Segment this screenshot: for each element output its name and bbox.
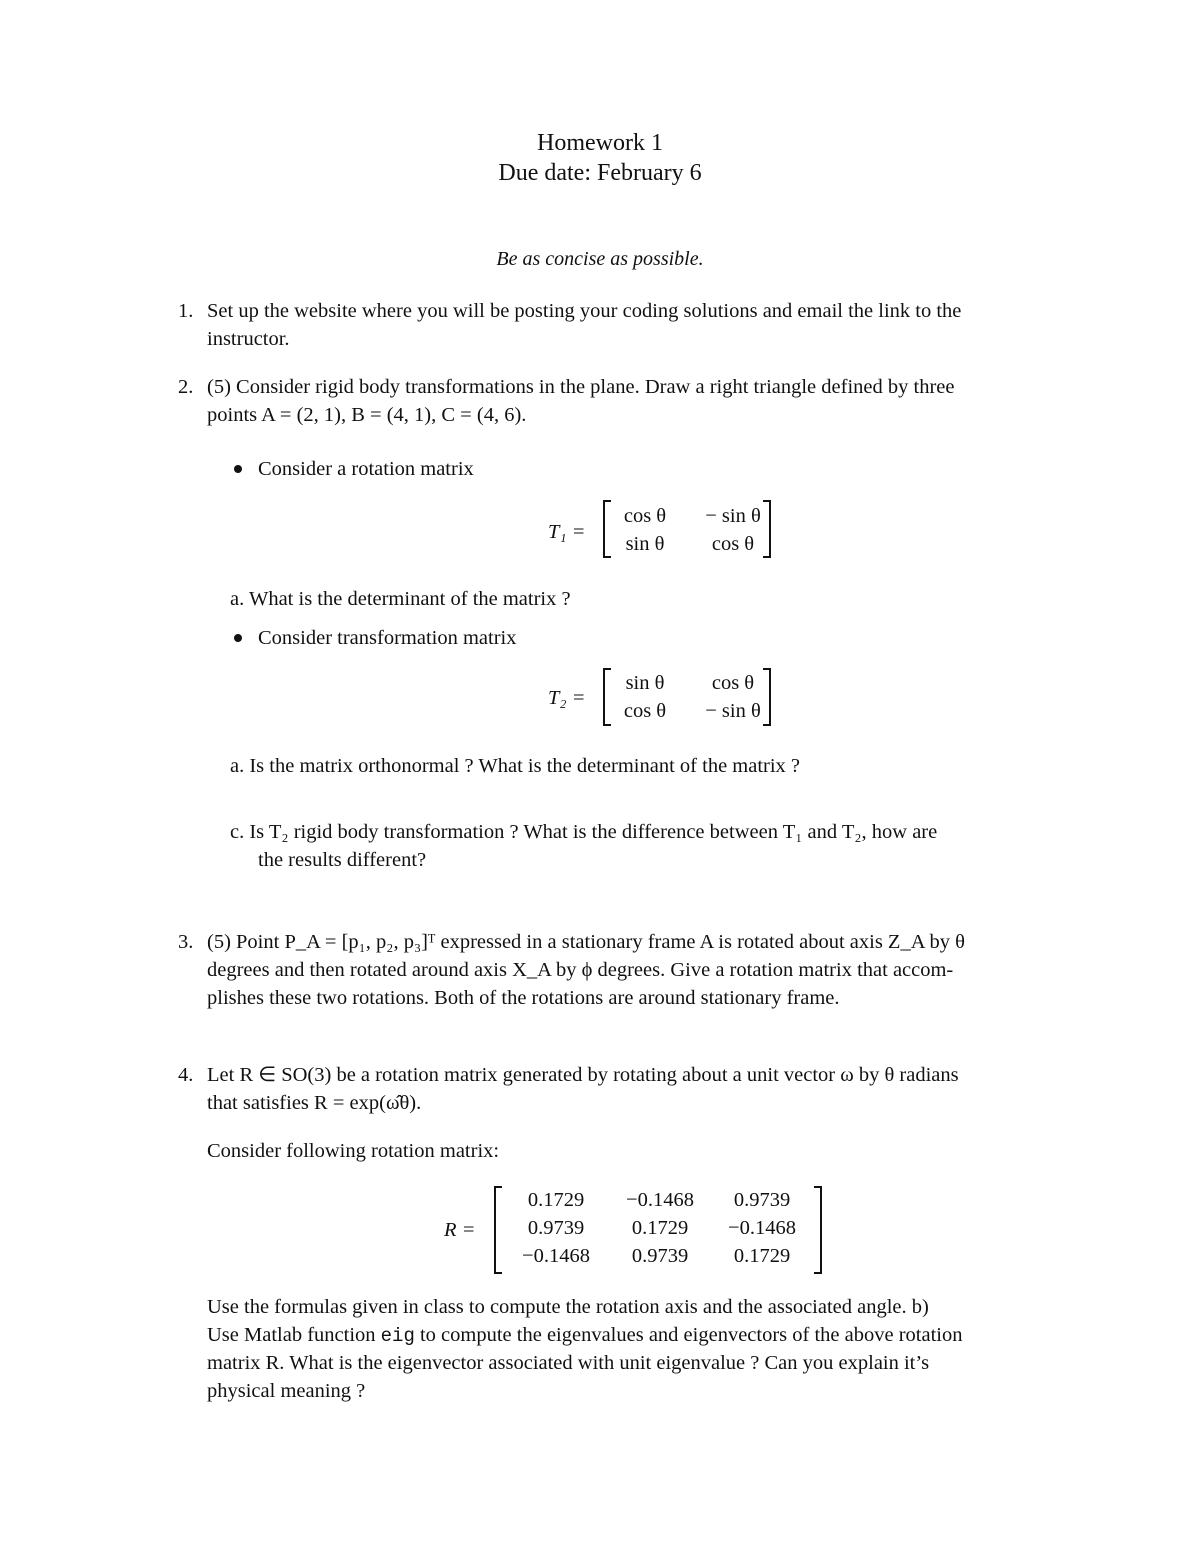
r-cell: 0.1729 [733,1245,791,1267]
q4-use-line2-start: Use Matlab function [207,1324,376,1346]
q4-consider: Consider following rotation matrix: [207,1140,500,1162]
t2-cell: sin θ [625,672,665,694]
q2-number: 2. [178,376,194,398]
t1-cell: cos θ [711,533,755,555]
instruction: Be as concise as possible. [496,248,704,270]
q1-text-line2: instructor. [207,328,290,350]
t1-right-bracket [763,500,771,558]
due-date: Due date: February 6 [498,160,702,186]
q1-number: 1. [178,300,194,322]
t2-left-bracket [603,668,611,726]
t1-cell: − sin θ [705,505,761,527]
r-cell: −0.1468 [626,1189,694,1211]
q4-use-line4: physical meaning ? [207,1380,366,1402]
q2-a2: a. Is the matrix orthonormal ? What is the determinant of the matrix ? [230,755,801,777]
q2-bullet2: Consider transformation matrix [258,627,517,649]
t2-cell: − sin θ [705,700,761,722]
q3-text-line3: plishes these two rotations. Both of the rotations are around stationary frame. [207,987,840,1009]
q4-use-line2 [207,1321,962,1350]
t2-cell: cos θ [711,672,755,694]
q4-use-line3: matrix R. What is the eigenvector associated with unit eigenvalue ? Can you explain it’s [207,1352,930,1374]
q4-use-line1: Use the formulas given in class to compute the rotation axis and the associated angle. b) [207,1296,929,1318]
q3-text-line2: degrees and then rotated around axis X_A by ϕ degrees. Give a rotation matrix that accom- [207,959,954,981]
q1-text-line1: Set up the website where you will be posting your coding solutions and email the link to the [207,300,962,322]
bullet-icon [234,634,242,642]
homework-title: Homework 1 [537,130,663,156]
q2-text-line2: points A = (2, 1), B = (4, 1), C = (4, 6). [207,404,527,426]
q4-number: 4. [178,1064,194,1086]
q2-c-line1: c. Is T₂ rigid body transformation ? What is the difference between T₁ and T₂, how are [230,821,938,843]
r-label: R = [444,1219,476,1241]
r-cell: 0.9739 [733,1189,791,1211]
r-cell: −0.1468 [728,1217,796,1239]
t1-left-bracket [603,500,611,558]
r-right-bracket [814,1186,822,1274]
r-left-bracket [494,1186,502,1274]
q4-text-line2: that satisfies R = exp(ω̂θ). [207,1092,422,1114]
bullet-icon [234,465,242,473]
q2-bullet1: Consider a rotation matrix [258,458,474,480]
q2-c-line2: the results different? [258,849,427,871]
r-cell: 0.1729 [527,1189,585,1211]
q2-a1: a. What is the determinant of the matrix ? [230,588,571,610]
q4-use-line2-end: to compute the eigenvalues and eigenvectors of the above rotation [419,1324,963,1346]
t2-label: T₂ = [548,687,586,709]
r-cell: 0.9739 [631,1245,689,1267]
matlab-code-eig: eig [380,1325,415,1347]
r-cell: 0.1729 [631,1217,689,1239]
t1-cell: sin θ [625,533,665,555]
q3-number: 3. [178,931,194,953]
t1-cell: cos θ [623,505,667,527]
q2-text-line1: (5) Consider rigid body transformations in the plane. Draw a right triangle defined by three [207,376,955,398]
r-cell: −0.1468 [522,1245,590,1267]
r-cell: 0.9739 [527,1217,585,1239]
t2-right-bracket [763,668,771,726]
t2-cell: cos θ [623,700,667,722]
q4-text-line1: Let R ∈ SO(3) be a rotation matrix generated by rotating about a unit vector ω by θ radians [207,1064,959,1086]
t1-label: T₁ = [548,521,586,543]
q3-text-line1: (5) Point P_A = [p₁, p₂, p₃]ᵀ expressed in a stationary frame A is rotated about axis Z_A by θ [207,931,965,953]
